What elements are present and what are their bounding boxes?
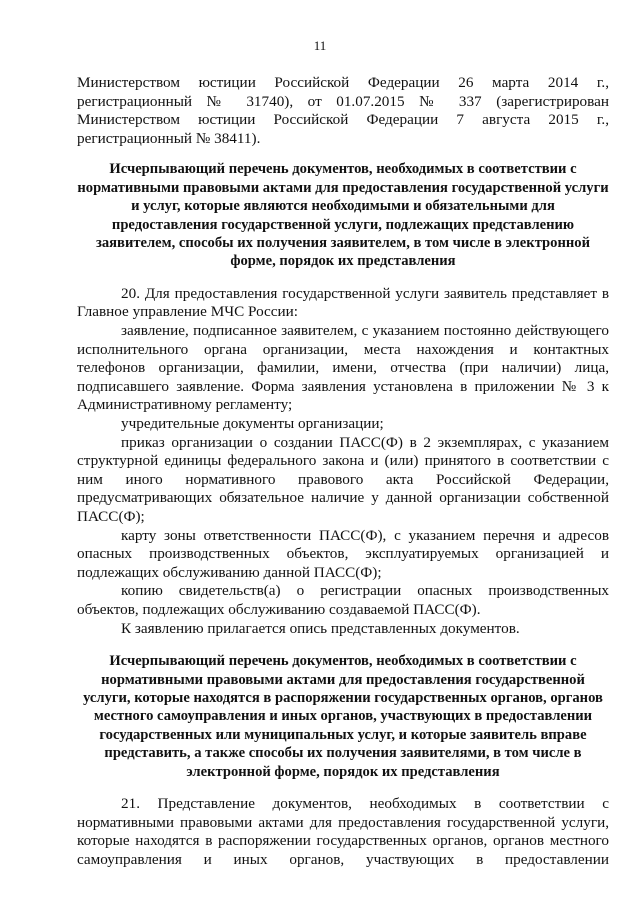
paragraph-20-intro: 20. Для предоставления государственной услуги заявитель представляет в Главное управление МЧС России: (77, 284, 609, 321)
section-heading-required-documents: Исчерпывающий перечень документов, необходимых в соответствии с нормативными правовыми актами для предоставления государственной услуги и услуг, которые являются необходимыми и обязательными для предоставления государственной услуги, подлежащих представлению заявителем, способы их получения заявителем, в том числе в электронной форме, порядок их представления (77, 161, 609, 270)
continuation-paragraph: Министерством юстиции Российской Федерации 26 марта 2014 г., регистрационный № 31740), от 01.07.2015 № 337 (зарегистрирован Министерством юстиции Российской Федерации 7 августа 2015 г., регистрационный № 38411). (77, 74, 609, 147)
page-content (77, 74, 609, 869)
section-heading-optional-documents: Исчерпывающий перечень документов, необходимых в соответствии с нормативными правовыми актами для предоставления государственной услуги, которые находятся в распоряжении государственных органов, органов местного самоуправления и иных органов, участвующих в предоставлении государственных или муниципальных услуг, и которые заявитель вправе представить, а также способы их получения заявителями, в том числе в электронной форме, порядок их представления (83, 653, 603, 780)
list-item-founding-documents: учредительные документы организации; (121, 414, 384, 432)
list-item-certificate-copy: копию свидетельств(а) о регистрации опасных производственных объектов, подлежащих обслуживанию создаваемой ПАСС(Ф). (77, 582, 609, 618)
list-item-order: приказ организации о создании ПАСС(Ф) в 2 экземплярах, с указанием структурной единицы федерального закона и (или) принятого в соответствии с ним иного нормативного правового акта Российской Федерации, предусматривающих обязательное наличие у данной организации собственной ПАСС(Ф); (77, 433, 609, 525)
list-item-zone-map: карту зоны ответственности ПАСС(Ф), с указанием перечня и адресов опасных производственных объектов, эксплуатируемых организацией и подлежащих обслуживанию данной ПАСС(Ф); (77, 526, 609, 581)
list-item-application: заявление, подписанное заявителем, с указанием постоянно действующего исполнительного органа организации, места нахождения и контактных телефонов организации, фамилии, имени, отчества (при наличии) лица, подписавшего заявление. Форма заявления установлена в приложении № 3 к Административному регламенту; (77, 322, 609, 414)
inventory-note: К заявлению прилагается опись представленных документов. (121, 619, 520, 637)
page-number: 11 (313, 38, 327, 53)
paragraph-21: 21. Представление документов, необходимых в соответствии с нормативными правовыми актами для предоставления государственной услуги, которые находятся в распоряжении государственных органов, органов местного самоуправления и иных органов, участвующих в предоставлении (77, 794, 609, 868)
